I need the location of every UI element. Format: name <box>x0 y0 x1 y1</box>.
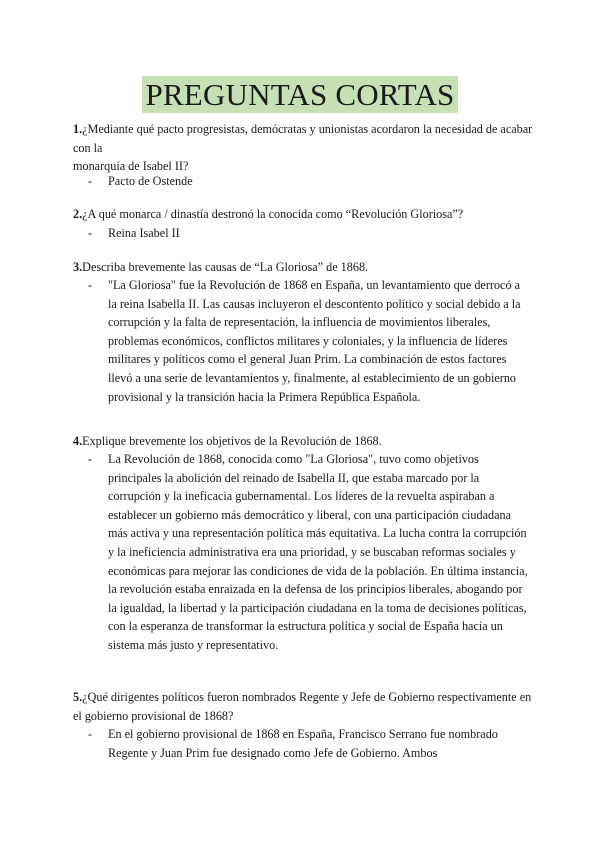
answer-1 <box>88 172 528 191</box>
question-4 <box>73 432 533 451</box>
title-container <box>0 76 600 113</box>
answer-2 <box>88 224 528 243</box>
answer-text: La Revolución de 1868, conocida como "La Gloriosa", tuvo como objetivos principales la abolición del reinado de Isabella II, que estaba marcado por la corrupción y la ineficacia gubernamental. Los líderes de la revuelta aspiraban a establecer un gobierno más democrático y liberal, con una participación ciudadana más activa y una representación política más equitativa. La lucha contra la corrupción y la ineficiencia administrativa era una prioridad, y se buscaban reformas sociales y económicas para mejorar las condiciones de vida de la población. En última instancia, la revolución estaba enraizada en la defensa de los principios liberales, abogando por la igualdad, la libertad y la participación ciudadana en la toma de decisiones políticas, con la esperanza de transformar la estructura política y social de España hacia un sistema más justo y representativo. <box>108 452 528 652</box>
question-text: ¿A qué monarca / dinastía destronó la conocida como “Revolución Gloriosa”? <box>82 207 464 221</box>
answer-text: En el gobierno provisional de 1868 en España, Francisco Serrano fue nombrado Regente y Juan Prim fue designado como Jefe de Gobierno. Ambos <box>108 727 498 760</box>
answer-text: Pacto de Ostende <box>108 174 193 188</box>
question-text-continued: monarquía de Isabel II? <box>73 159 189 174</box>
question-5 <box>73 688 533 725</box>
bullet-dash: - <box>88 226 93 240</box>
question-number: 4. <box>73 434 83 448</box>
page-title: PREGUNTAS CORTAS <box>142 76 457 113</box>
answer-4 <box>88 450 528 655</box>
question-1 <box>73 120 533 176</box>
question-number: 5. <box>73 690 83 704</box>
bullet-dash: - <box>88 174 93 188</box>
question-3 <box>73 258 533 277</box>
bullet-dash: - <box>88 727 93 741</box>
answer-5 <box>88 725 528 762</box>
question-number: 3. <box>73 260 83 274</box>
bullet-dash: - <box>88 452 93 466</box>
question-text: ¿Qué dirigentes políticos fueron nombrados Regente y Jefe de Gobierno respectivamente en el gobierno provisional de 1868? <box>73 690 532 723</box>
answer-text: Reina Isabel II <box>108 226 180 240</box>
question-text: Describa brevemente las causas de “La Gloriosa” de 1868. <box>82 260 369 274</box>
answer-3 <box>88 276 528 406</box>
question-number: 2. <box>73 207 83 221</box>
question-text: Explique brevemente los objetivos de la Revolución de 1868. <box>82 434 382 448</box>
question-number: 1. <box>73 122 83 136</box>
answer-text: "La Gloriosa" fue la Revolución de 1868 en España, un levantamiento que derrocó a la reina Isabella II. Las causas incluyeron el descontento político y social debido a la corrupción y la falta de representación, la influencia de movimientos liberales, problemas económicos, conflictos militares y coloniales, y la influencia de líderes militares y políticos como el general Juan Prim. La combinación de estos factores llevó a una serie de levantamientos y, finalmente, al establecimiento de un gobierno provisional y la transición hacia la Primera República Española. <box>108 278 521 404</box>
question-2 <box>73 205 533 224</box>
question-text: ¿Mediante qué pacto progresistas, demócratas y unionistas acordaron la necesidad de acabar con la <box>73 122 533 155</box>
bullet-dash: - <box>88 278 93 292</box>
